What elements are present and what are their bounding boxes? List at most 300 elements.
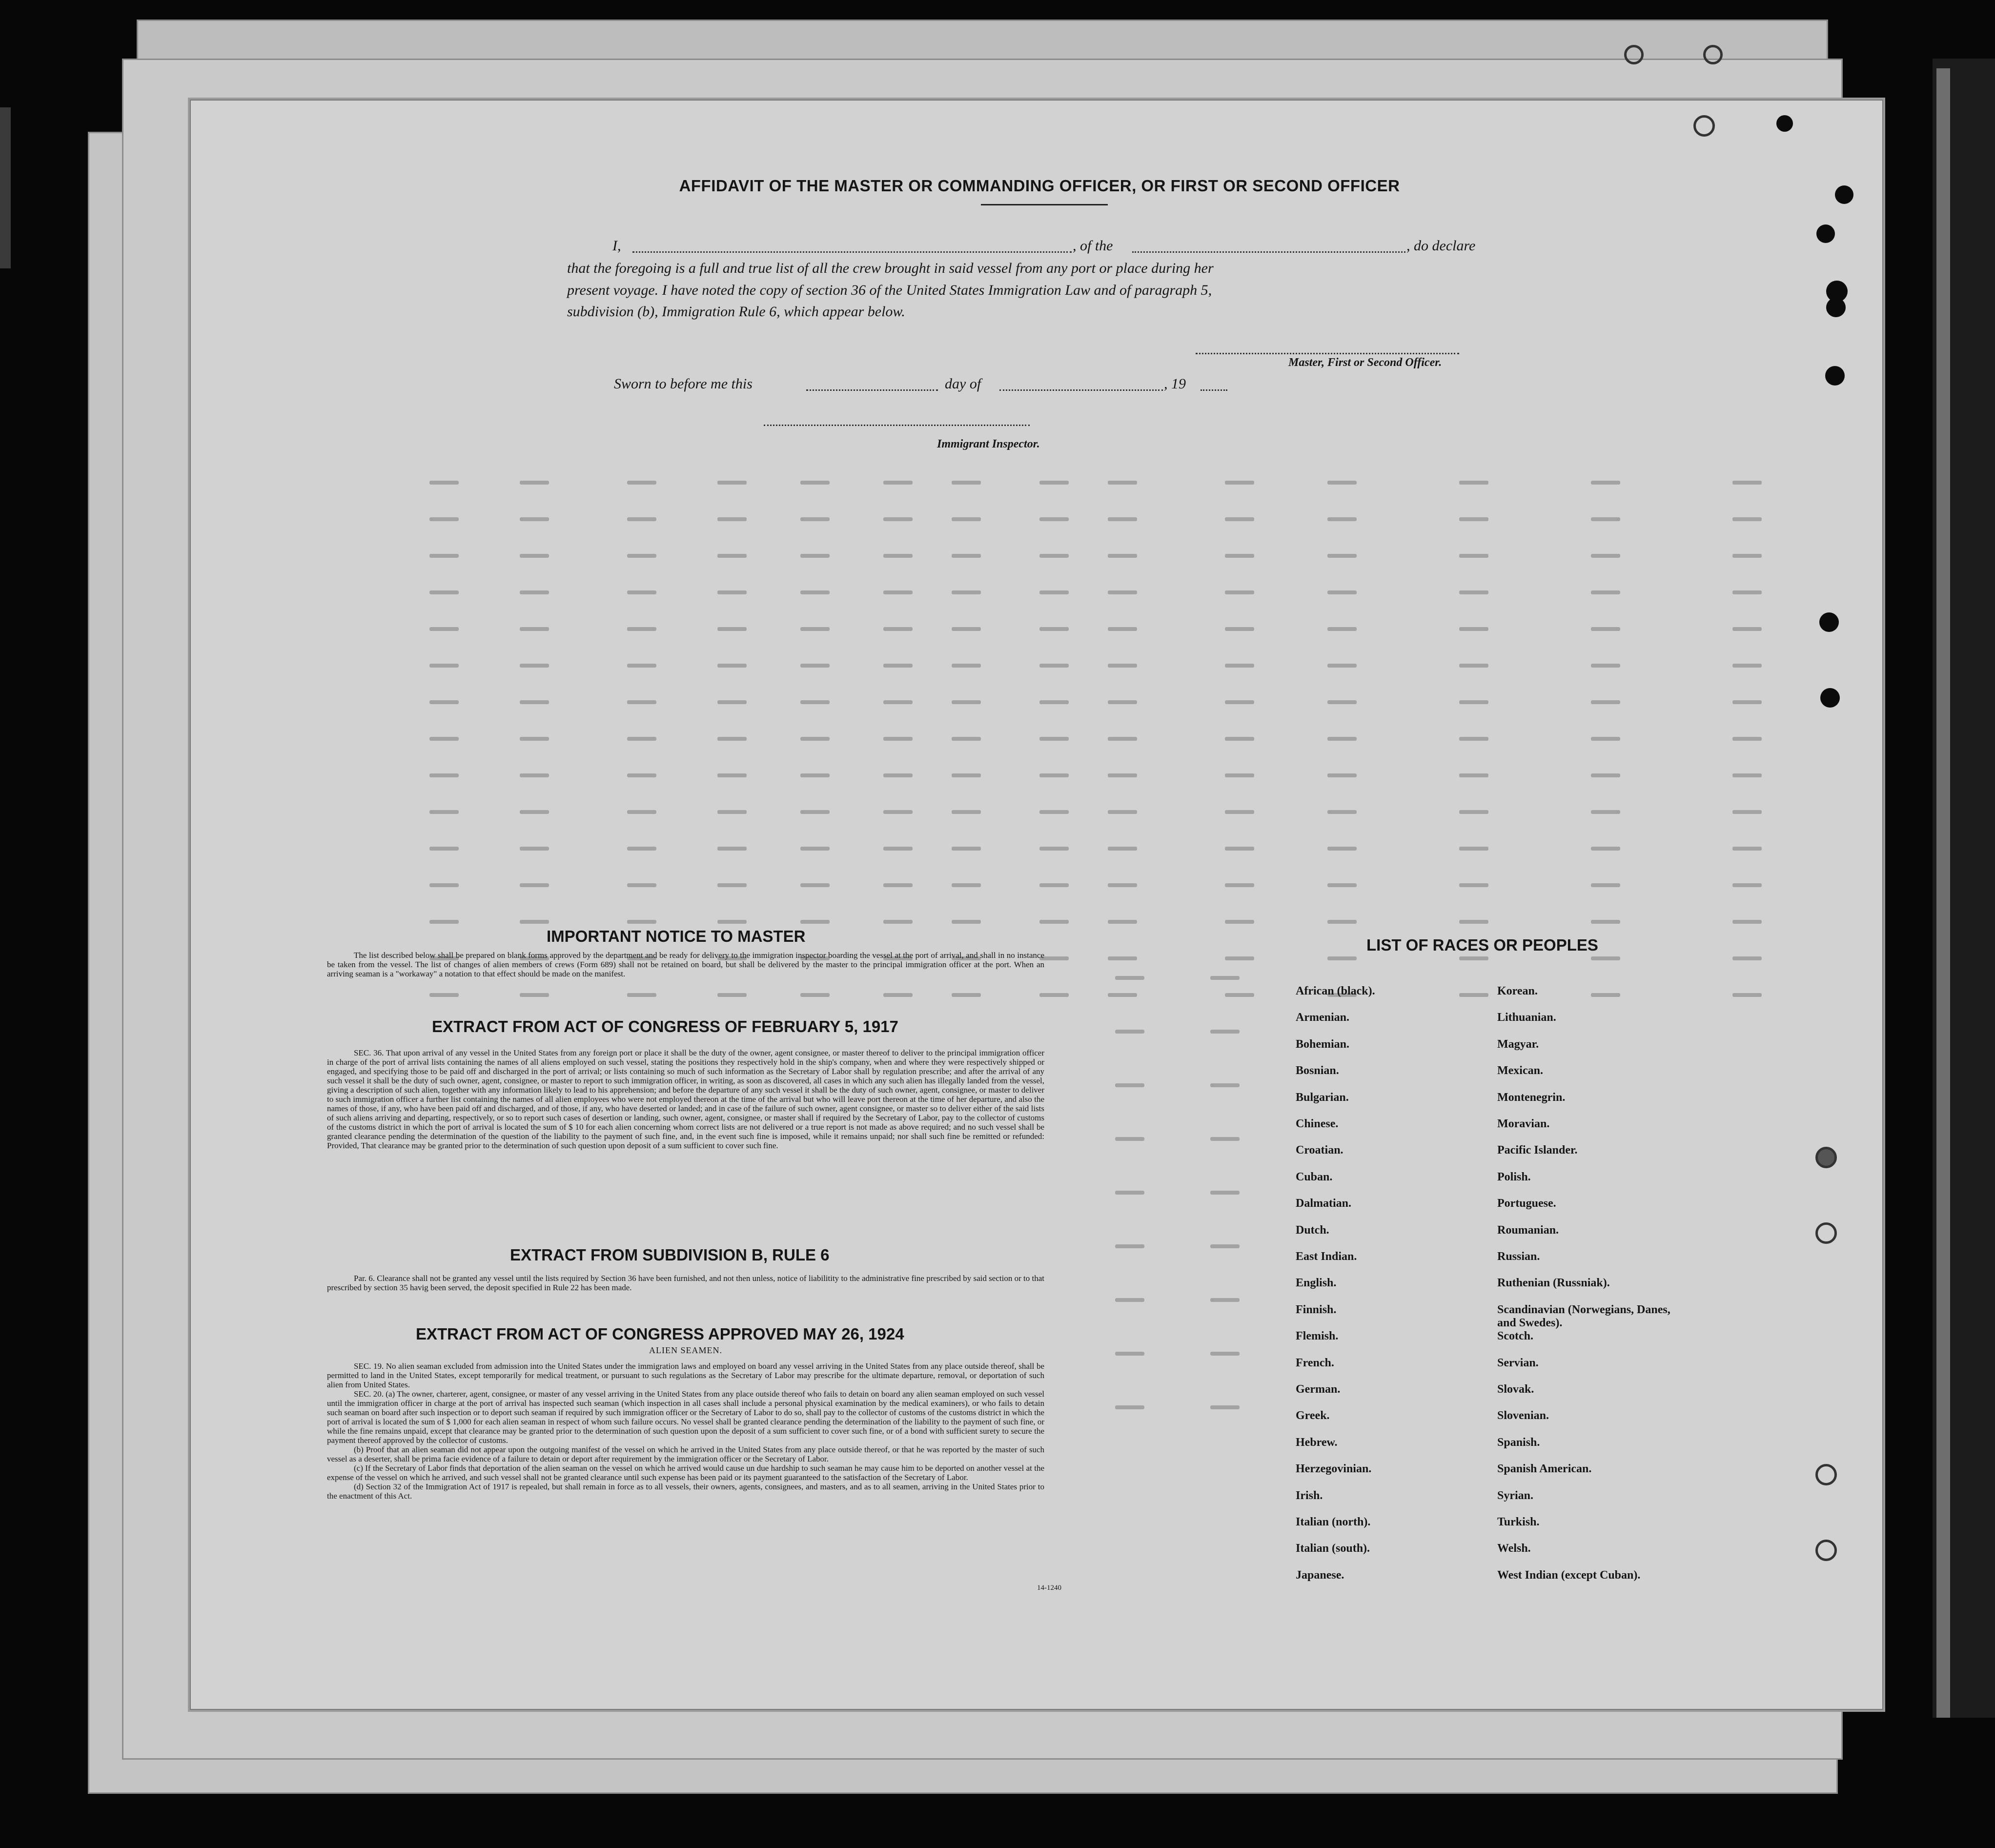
- ghost-dash: [952, 627, 981, 631]
- ghost-dash: [520, 664, 549, 668]
- ghost-dash: [627, 920, 656, 924]
- ghost-dash: [883, 773, 913, 777]
- sec-19-paragraph: SEC. 19. No alien seaman excluded from admission into the United States under the immigration laws and employed on board any vessel arriving in the United States from any place outside thereof, shall be permitted to land in the United States, except temporarily for medical treatment, or pursuant to such regulations as the Secretary of Labor may prescribe for the ultimate departure, removal, or deportation of such alien from United States.: [327, 1361, 1044, 1389]
- ghost-row: [0, 517, 1659, 537]
- ghost-dash: [1459, 700, 1488, 704]
- ghost-dash: [800, 517, 830, 521]
- ghost-dash: [1591, 554, 1620, 558]
- ghost-dash: [800, 664, 830, 668]
- race-entry: Finnish.: [1296, 1303, 1337, 1316]
- ghost-dash: [627, 847, 656, 851]
- ghost-dash: [1459, 847, 1488, 851]
- punch-hole-icon: [1820, 688, 1840, 708]
- race-entry: Bulgarian.: [1296, 1091, 1349, 1104]
- ghost-row: [0, 883, 1659, 903]
- ghost-dash: [1732, 590, 1762, 594]
- ghost-dash: [952, 773, 981, 777]
- ghost-dash: [1591, 920, 1620, 924]
- form-number: 14-1240: [1037, 1584, 1061, 1592]
- ghost-row: [0, 700, 1659, 720]
- ghost-dash: [1225, 847, 1254, 851]
- ghost-dash: [717, 773, 747, 777]
- ghost-dash: [800, 883, 830, 887]
- ghost-dash: [1459, 517, 1488, 521]
- ghost-dash: [1732, 773, 1762, 777]
- race-entry: Spanish.: [1497, 1436, 1540, 1449]
- ghost-dash: [1210, 1137, 1240, 1141]
- race-entry: Slovenian.: [1497, 1409, 1549, 1422]
- punch-hole-icon: [1703, 45, 1723, 64]
- race-entry: Korean.: [1497, 985, 1538, 997]
- ghost-dash: [1591, 810, 1620, 814]
- ghost-dash: [1327, 700, 1357, 704]
- ghost-dash: [627, 737, 656, 741]
- declaration-i: I,: [612, 238, 621, 254]
- alien-seamen-heading: ALIEN SEAMEN.: [649, 1345, 722, 1355]
- ghost-row: [0, 627, 1659, 647]
- ghost-dash: [1210, 1030, 1240, 1034]
- race-entry: Polish.: [1497, 1170, 1531, 1183]
- ghost-dash: [1108, 773, 1137, 777]
- ghost-dash: [1108, 883, 1137, 887]
- extract-1917-text: [327, 1048, 1044, 1150]
- ghost-dash: [952, 920, 981, 924]
- race-entry: Chinese.: [1296, 1117, 1339, 1130]
- ghost-dash: [717, 700, 747, 704]
- ghost-dash: [1115, 1030, 1144, 1034]
- sworn-year-blank: [1201, 389, 1227, 391]
- ghost-dash: [1591, 664, 1620, 668]
- race-entry: Dalmatian.: [1296, 1197, 1351, 1210]
- ghost-dash: [1039, 810, 1069, 814]
- ghost-row: [0, 590, 1659, 610]
- ghost-dash: [627, 590, 656, 594]
- ghost-row: [0, 1244, 1659, 1264]
- ghost-dash: [627, 664, 656, 668]
- ghost-dash: [1108, 590, 1137, 594]
- ghost-dash: [520, 590, 549, 594]
- ghost-dash: [1732, 993, 1762, 997]
- sworn-day-blank: [806, 389, 938, 391]
- ghost-dash: [800, 847, 830, 851]
- race-entry: East Indian.: [1296, 1250, 1357, 1263]
- ghost-dash: [717, 481, 747, 485]
- ghost-dash: [1327, 664, 1357, 668]
- race-entry: Montenegrin.: [1497, 1091, 1566, 1104]
- ghost-dash: [1459, 590, 1488, 594]
- ghost-dash: [1327, 737, 1357, 741]
- ghost-dash: [1039, 700, 1069, 704]
- ghost-dash: [1039, 554, 1069, 558]
- ghost-dash: [627, 883, 656, 887]
- ghost-dash: [1108, 627, 1137, 631]
- ghost-dash: [1459, 481, 1488, 485]
- ghost-dash: [1459, 956, 1488, 960]
- ghost-dash: [1732, 664, 1762, 668]
- ghost-dash: [520, 847, 549, 851]
- ghost-dash: [1459, 810, 1488, 814]
- ghost-dash: [717, 590, 747, 594]
- ghost-dash: [1039, 517, 1069, 521]
- ghost-dash: [1225, 627, 1254, 631]
- ghost-dash: [1327, 773, 1357, 777]
- ghost-dash: [1327, 920, 1357, 924]
- ghost-dash: [1225, 590, 1254, 594]
- affidavit-title: AFFIDAVIT OF THE MASTER OR COMMANDING OFFICER, OR FIRST OR SECOND OFFICER: [679, 177, 1400, 195]
- race-entry: Roumanian.: [1497, 1223, 1559, 1237]
- ghost-dash: [800, 700, 830, 704]
- ghost-dash: [883, 700, 913, 704]
- race-entry: Pacific Islander.: [1497, 1144, 1578, 1157]
- ghost-dash: [1459, 664, 1488, 668]
- sworn-year: , 19: [1164, 376, 1186, 392]
- race-entry: Slovak.: [1497, 1383, 1534, 1396]
- ghost-dash: [952, 810, 981, 814]
- race-entry: Welsh.: [1497, 1542, 1531, 1555]
- ghost-dash: [952, 737, 981, 741]
- ghost-dash: [883, 810, 913, 814]
- ghost-dash: [1459, 883, 1488, 887]
- ghost-dash: [1115, 1352, 1144, 1356]
- punch-hole-icon: [1776, 115, 1793, 132]
- sworn-day-of: day of: [945, 376, 981, 392]
- ghost-dash: [1225, 554, 1254, 558]
- ghost-dash: [1732, 810, 1762, 814]
- ghost-dash: [717, 627, 747, 631]
- ghost-dash: [1210, 1405, 1240, 1409]
- ghost-dash: [1591, 773, 1620, 777]
- race-entry: Greek.: [1296, 1409, 1330, 1422]
- ghost-dash: [520, 810, 549, 814]
- race-entry: West Indian (except Cuban).: [1497, 1568, 1641, 1582]
- ghost-dash: [952, 590, 981, 594]
- ghost-dash: [1210, 1298, 1240, 1302]
- ghost-dash: [1732, 554, 1762, 558]
- ghost-dash: [1225, 517, 1254, 521]
- ghost-row: [0, 976, 1659, 995]
- race-entry: Moravian.: [1497, 1117, 1550, 1130]
- race-entry: English.: [1296, 1277, 1337, 1290]
- ghost-row: [0, 847, 1659, 866]
- ghost-dash: [1210, 1191, 1240, 1195]
- sec-20a-paragraph: SEC. 20. (a) The owner, charterer, agent, consignee, or master of any vessel arriving in the United States from any place outside thereof who fails to detain on board any alien seaman employed on such vessel until the immigration officer in charge at the port of arrival has inspected such seaman (which inspection in all cases shall include a personal physical examination by the medical examiners), or who fails to detain such seaman on board after such inspection or to deport such seaman if required by such immigration officer or the Secretary of Labor to do so, shall pay to the collector of customs of the customs district in which the port of arrival is located the sum of $ 1,000 for each alien seaman in respect of whom such failure occurs. No vessel shall be granted clearance pending the determination of the liability to the payment of such fine, or while the fine remains unpaid, except that clearance may be granted prior to the determination of such question upon the deposit of a sum sufficient to cover such fine, or of a bond with sufficient surety to secure the payment thereof approved by the collector of customs.: [327, 1389, 1044, 1445]
- rule6-paragraph: Par. 6. Clearance shall not be granted any vessel until the lists required by Section 36 have been furnished, and not then unless, notice of liabilitity to the administrative fine prescribed by said section or to that prescribed by section 35 havig been served, the deposit specified in Rule 22 has been made.: [327, 1274, 1044, 1292]
- extract-1924-text: [327, 1361, 1044, 1501]
- sec-36-paragraph: SEC. 36. That upon arrival of any vessel in the United States from any foreign port or place it shall be the duty of the owner, agent consignee, or master thereof to deliver to the principal immigration officer in charge of the port of arrival lists containing the names of all aliens employed on such vessel, stating the positions they respectively hold in the ship's company, when and where they were respectively shipped or engaged, and specifying those to be paid off and discharged in the port of arrival; or lists containing so much of such information as the Secretary of Labor shall by regulation prescribe; and after the arrival of any such vessel it shall be the duty of such owner, agent, consignee, or master to report to such immigration officer, in writing, as soon as discovered, all cases in which any such alien has illegally landed from the vessel, giving a description of such alien, together with any information likely to lead to his apprehension; and before the departure of any such vessel it shall be the duty of such owner, agent, consignee, or master to deliver to such immigration officer a further list containing the names of all alien employees who were not employed thereon at the time of the arrival but who will leave port thereon at the time of her departure, and also the names of those, if any, who have been paid off and discharged, and of those, if any, who have deserted or landed; and in case of the failure of such owner, agent consignee, or master so to deliver either of the said lists of such aliens arriving and departing, respectively, or so to report such cases of desertion or landing, such owner, agent, consignee, or master shall if required by the Secretary of Labor, pay to the collector of customs of the customs district in which the port of arrival is located the sum of $ 10 for each alien concerning whom correct lists are not delivered or a true report is not made as above required; and no such vessel shall be granted clearance pending the determination of the question of the liability to the payment of such fine, and, in the event such fine is imposed, while it remains unpaid; nor shall such fine be remitted or refunded: Provided, That clearance may be granted prior to the determination of such question upon deposit of a sum sufficient to cover such fine.: [327, 1048, 1044, 1150]
- race-entry: Irish.: [1296, 1489, 1323, 1502]
- ghost-dash: [1327, 956, 1357, 960]
- ghost-dash: [883, 590, 913, 594]
- ghost-dash: [952, 664, 981, 668]
- race-entry: Armenian.: [1296, 1011, 1349, 1024]
- ghost-dash: [952, 554, 981, 558]
- race-entry: French.: [1296, 1356, 1334, 1369]
- ghost-dash: [1210, 1352, 1240, 1356]
- ghost-dash: [627, 700, 656, 704]
- punch-hole-icon: [1815, 1540, 1837, 1561]
- ghost-dash: [1327, 590, 1357, 594]
- ghost-dash: [1459, 554, 1488, 558]
- ghost-dash: [1039, 773, 1069, 777]
- ghost-dash: [520, 700, 549, 704]
- punch-hole-icon: [1816, 224, 1835, 243]
- ghost-dash: [952, 700, 981, 704]
- ghost-row: [0, 481, 1659, 500]
- notice-title: IMPORTANT NOTICE TO MASTER: [547, 927, 806, 945]
- race-entry: Italian (south).: [1296, 1542, 1370, 1555]
- ghost-dash: [717, 517, 747, 521]
- ghost-dash: [429, 737, 459, 741]
- ghost-dash: [1459, 737, 1488, 741]
- ghost-dash: [429, 920, 459, 924]
- vessel-blank: [1132, 251, 1405, 253]
- ghost-dash: [1225, 481, 1254, 485]
- race-entry: Scandinavian (Norwegians, Danes, and Swedes).: [1497, 1303, 1670, 1329]
- ghost-dash: [1327, 481, 1357, 485]
- ghost-dash: [1591, 847, 1620, 851]
- ghost-dash: [1591, 627, 1620, 631]
- ghost-dash: [717, 883, 747, 887]
- name-blank: [632, 251, 1072, 253]
- race-entry: Russian.: [1497, 1250, 1540, 1263]
- ghost-dash: [1108, 810, 1137, 814]
- ghost-dash: [717, 664, 747, 668]
- officer-signature-line: [1196, 353, 1459, 354]
- extract-rule6-title: EXTRACT FROM SUBDIVISION B, RULE 6: [510, 1246, 830, 1264]
- ghost-dash: [1459, 773, 1488, 777]
- ghost-dash: [1591, 481, 1620, 485]
- punch-hole-icon: [1819, 612, 1839, 632]
- races-title: LIST OF RACES OR PEOPLES: [1366, 936, 1598, 954]
- ghost-dash: [1732, 883, 1762, 887]
- film-edge-left: [0, 107, 11, 268]
- ghost-dash: [800, 481, 830, 485]
- ghost-dash: [800, 737, 830, 741]
- ghost-dash: [1225, 956, 1254, 960]
- punch-hole-icon: [1815, 1222, 1837, 1244]
- sec-20d-paragraph: (d) Section 32 of the Immigration Act of 1917 is repealed, but shall remain in force as to all vessels, their owners, agents, consignees, and masters, and as to all seamen, arriving in the United States prior to the enactment of this Act.: [327, 1482, 1044, 1501]
- ghost-dash: [1108, 920, 1137, 924]
- ghost-dash: [627, 517, 656, 521]
- ghost-dash: [1108, 517, 1137, 521]
- notice-paragraph: The list described below shall be prepared on blank forms approved by the department and be ready for delivery to the immigration inspector boarding the vessel at the port of arrival, and shall in no instance be taken from the vessel. The list of changes of alien members of crews (Form 689) shall not be retained on board, but shall be delivered by the master to the principal immigration officer at the port. When an arriving seaman is a "workaway" a notation to that effect should be made on the manifest.: [327, 951, 1044, 978]
- ghost-dash: [429, 590, 459, 594]
- ghost-dash: [1039, 627, 1069, 631]
- ghost-row: [0, 664, 1659, 683]
- ghost-dash: [1591, 956, 1620, 960]
- ghost-dash: [717, 920, 747, 924]
- race-entry: Magyar.: [1497, 1037, 1539, 1051]
- ghost-dash: [429, 627, 459, 631]
- inspector-signature-line: [764, 425, 1030, 426]
- ghost-dash: [1210, 976, 1240, 980]
- ghost-dash: [883, 737, 913, 741]
- ghost-dash: [1115, 1083, 1144, 1087]
- ghost-row: [0, 737, 1659, 756]
- ghost-dash: [883, 517, 913, 521]
- sec-20b-paragraph: (b) Proof that an alien seaman did not appear upon the outgoing manifest of the vessel on which he arrived in the United States from any place outside thereof, or that he was reported by the master of such vessel as a deserter, shall be prima facie evidence of a failure to detain or deport after requirement by the immigration officer or the Secretary of Labor.: [327, 1445, 1044, 1463]
- race-entry: African (black).: [1296, 985, 1375, 997]
- ghost-dash: [1115, 976, 1144, 980]
- declaration-of-the: , of the: [1073, 238, 1113, 254]
- ghost-dash: [1327, 847, 1357, 851]
- ghost-dash: [717, 847, 747, 851]
- extract-1917-title: EXTRACT FROM ACT OF CONGRESS OF FEBRUARY 5, 1917: [432, 1017, 898, 1036]
- race-entry: Dutch.: [1296, 1223, 1329, 1237]
- ghost-dash: [800, 627, 830, 631]
- ghost-dash: [1327, 883, 1357, 887]
- ghost-dash: [1225, 883, 1254, 887]
- ghost-dash: [883, 847, 913, 851]
- extract-rule6-text: [327, 1274, 1044, 1292]
- sec-20c-paragraph: (c) If the Secretary of Labor finds that deportation of the alien seaman on the vessel on which he arrived would cause un due hardship to such seaman he may cause him to be deported on another vessel at the expense of the vessel on which he arrived, and such vessel shall not be granted clearance until such expense has been paid or its payment guaranteed to the satisfaction of the Secretary of Labor.: [327, 1463, 1044, 1482]
- ghost-dash: [627, 481, 656, 485]
- declaration-line-2: that the foregoing is a full and true list of all the crew brought in said vessel from any port or place during her: [567, 260, 1214, 276]
- ghost-dash: [1108, 700, 1137, 704]
- ghost-dash: [1115, 1405, 1144, 1409]
- ghost-dash: [1108, 956, 1137, 960]
- punch-hole-icon: [1825, 366, 1845, 386]
- ghost-dash: [429, 664, 459, 668]
- ghost-dash: [1732, 481, 1762, 485]
- ghost-dash: [1732, 737, 1762, 741]
- race-entry: Mexican.: [1497, 1064, 1543, 1077]
- ghost-dash: [1732, 956, 1762, 960]
- ghost-dash: [1115, 1191, 1144, 1195]
- sworn-month-blank: [999, 389, 1163, 391]
- ghost-dash: [1108, 847, 1137, 851]
- ghost-dash: [800, 920, 830, 924]
- ghost-dash: [952, 883, 981, 887]
- ghost-dash: [1591, 590, 1620, 594]
- ghost-dash: [1327, 810, 1357, 814]
- ghost-dash: [520, 554, 549, 558]
- ghost-dash: [627, 627, 656, 631]
- ghost-dash: [429, 883, 459, 887]
- ghost-dash: [520, 920, 549, 924]
- ghost-dash: [952, 847, 981, 851]
- ghost-dash: [1732, 627, 1762, 631]
- ghost-dash: [520, 517, 549, 521]
- ghost-dash: [429, 810, 459, 814]
- ghost-dash: [627, 554, 656, 558]
- punch-hole-icon: [1815, 1464, 1837, 1485]
- race-entry: Ruthenian (Russniak).: [1497, 1277, 1610, 1290]
- ghost-dash: [883, 554, 913, 558]
- race-entry: Lithuanian.: [1497, 1011, 1556, 1024]
- ghost-dash: [429, 517, 459, 521]
- title-underline: [981, 204, 1108, 205]
- ghost-dash: [717, 810, 747, 814]
- declaration-line-3: present voyage. I have noted the copy of section 36 of the United States Immigration Law and of paragraph 5,: [567, 282, 1212, 298]
- ghost-dash: [1108, 737, 1137, 741]
- ghost-dash: [1591, 883, 1620, 887]
- ghost-dash: [429, 554, 459, 558]
- ghost-dash: [520, 773, 549, 777]
- race-entry: Turkish.: [1497, 1516, 1540, 1528]
- ghost-dash: [627, 773, 656, 777]
- ghost-dash: [1327, 554, 1357, 558]
- ghost-dash: [1039, 920, 1069, 924]
- ghost-dash: [1225, 700, 1254, 704]
- ghost-dash: [1115, 1298, 1144, 1302]
- ghost-dash: [1039, 590, 1069, 594]
- ghost-dash: [1327, 627, 1357, 631]
- punch-hole-icon: [1624, 45, 1644, 64]
- race-entry: Bohemian.: [1296, 1037, 1350, 1051]
- ghost-dash: [1591, 700, 1620, 704]
- ghost-dash: [520, 883, 549, 887]
- race-entry: Croatian.: [1296, 1144, 1344, 1157]
- race-entry: Spanish American.: [1497, 1462, 1592, 1476]
- ghost-dash: [1225, 810, 1254, 814]
- sworn-prefix: Sworn to before me this: [614, 376, 753, 392]
- ghost-dash: [883, 883, 913, 887]
- race-entry: Bosnian.: [1296, 1064, 1339, 1077]
- race-entry: Portuguese.: [1497, 1197, 1556, 1210]
- ghost-dash: [800, 590, 830, 594]
- ghost-dash: [429, 700, 459, 704]
- ghost-dash: [1732, 847, 1762, 851]
- ghost-dash: [1115, 1137, 1144, 1141]
- race-entry: Italian (north).: [1296, 1516, 1371, 1528]
- ghost-dash: [717, 554, 747, 558]
- sheet-edge-right: [1936, 68, 1950, 1718]
- ghost-dash: [800, 554, 830, 558]
- ghost-dash: [520, 481, 549, 485]
- race-entry: Cuban.: [1296, 1170, 1333, 1183]
- race-entry: German.: [1296, 1383, 1341, 1396]
- ghost-dash: [1225, 664, 1254, 668]
- ghost-dash: [883, 664, 913, 668]
- ghost-dash: [1459, 920, 1488, 924]
- ghost-dash: [1108, 481, 1137, 485]
- ghost-dash: [883, 627, 913, 631]
- ghost-dash: [429, 481, 459, 485]
- punch-hole-icon: [1826, 298, 1846, 317]
- ghost-row: [0, 1191, 1659, 1210]
- ghost-dash: [1210, 1083, 1240, 1087]
- ghost-dash: [1732, 517, 1762, 521]
- ghost-dash: [883, 920, 913, 924]
- ghost-dash: [1039, 737, 1069, 741]
- ghost-dash: [1591, 517, 1620, 521]
- race-entry: Japanese.: [1296, 1568, 1344, 1582]
- race-entry: Scotch.: [1497, 1330, 1533, 1343]
- ghost-dash: [520, 627, 549, 631]
- ghost-row: [0, 773, 1659, 793]
- ghost-dash: [429, 847, 459, 851]
- ghost-dash: [1108, 664, 1137, 668]
- ghost-dash: [627, 810, 656, 814]
- ghost-dash: [952, 517, 981, 521]
- ghost-row: [0, 554, 1659, 573]
- punch-hole-icon: [1693, 115, 1715, 137]
- race-entry: Hebrew.: [1296, 1436, 1338, 1449]
- ghost-dash: [800, 810, 830, 814]
- ghost-dash: [1039, 847, 1069, 851]
- extract-1924-title: EXTRACT FROM ACT OF CONGRESS APPROVED MAY 26, 1924: [416, 1325, 904, 1343]
- ghost-dash: [952, 481, 981, 485]
- ghost-dash: [883, 481, 913, 485]
- ghost-dash: [1327, 517, 1357, 521]
- ghost-row: [0, 810, 1659, 830]
- ghost-dash: [1459, 627, 1488, 631]
- ghost-row: [0, 1298, 1659, 1318]
- ghost-dash: [520, 737, 549, 741]
- declaration-do-declare: , do declare: [1406, 238, 1476, 254]
- ghost-dash: [1039, 664, 1069, 668]
